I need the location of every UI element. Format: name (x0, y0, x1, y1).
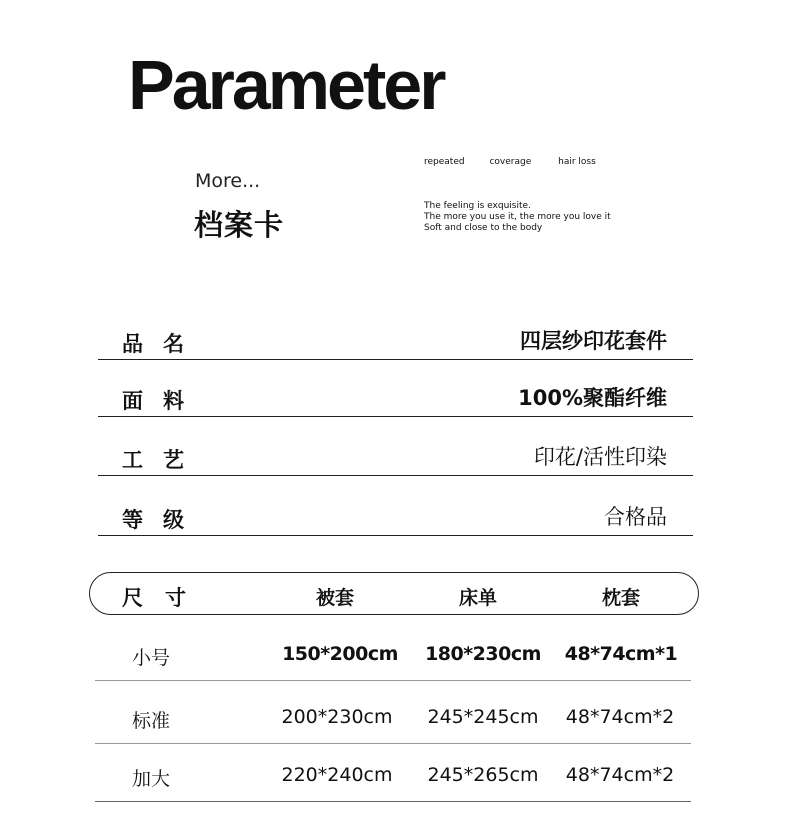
page-title: Parameter (128, 46, 444, 124)
tag-item: repeated (424, 157, 465, 167)
size-cell: 180*230cm (425, 643, 541, 665)
profile-card-title: 档案卡 (194, 208, 285, 242)
param-row-fabric (98, 359, 693, 417)
size-col-header: 枕套 (601, 587, 641, 609)
size-header-label: 尺寸 (122, 586, 208, 610)
param-row-grade (98, 478, 693, 536)
size-table-header (89, 572, 699, 615)
param-row-craft (98, 418, 693, 476)
description-line: The more you use it, the more you love it (424, 212, 611, 222)
param-value: 100%聚酯纤维 (518, 386, 667, 410)
size-row-name: 加大 (132, 768, 171, 790)
size-row-name: 标准 (132, 710, 171, 732)
divider (98, 475, 693, 476)
tag-item: hair loss (558, 157, 596, 167)
description (424, 201, 611, 234)
param-label: 工艺 (122, 448, 204, 472)
param-row-name (98, 302, 693, 360)
divider (98, 535, 693, 536)
param-label: 品名 (122, 332, 204, 356)
divider (95, 801, 691, 802)
description-line: Soft and close to the body (424, 223, 543, 233)
more-text: More... (195, 170, 261, 192)
tag-list (424, 157, 596, 167)
size-col-header: 床单 (458, 587, 498, 609)
size-cell: 48*74cm*2 (565, 706, 675, 728)
size-row (95, 684, 691, 744)
size-cell: 245*265cm (427, 764, 539, 786)
size-row (95, 742, 691, 802)
size-row (95, 621, 691, 681)
param-label: 等级 (122, 508, 204, 532)
size-cell: 220*240cm (281, 764, 393, 786)
param-value: 合格品 (604, 505, 667, 529)
size-cell: 200*230cm (281, 706, 393, 728)
size-cell: 48*74cm*1 (564, 643, 678, 665)
tag-item: coverage (489, 157, 532, 167)
param-label: 面料 (122, 389, 204, 413)
size-cell: 48*74cm*2 (565, 764, 675, 786)
description-line: The feeling is exquisite. (424, 201, 531, 211)
size-row-name: 小号 (132, 647, 171, 669)
param-value: 四层纱印花套件 (520, 329, 667, 353)
size-col-header: 被套 (315, 587, 355, 609)
divider (95, 680, 691, 681)
divider (98, 416, 693, 417)
size-cell: 150*200cm (282, 643, 398, 665)
param-value: 印花/活性印染 (533, 445, 667, 469)
size-cell: 245*245cm (427, 706, 539, 728)
